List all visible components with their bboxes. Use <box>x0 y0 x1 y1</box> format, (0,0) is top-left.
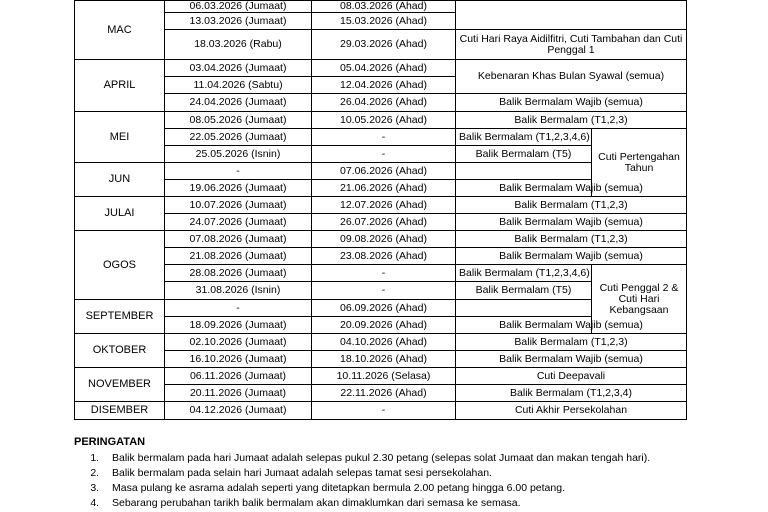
table-row <box>75 94 687 112</box>
month-cell: MEI <box>75 112 165 163</box>
note-cell: Balik Bermalam Wajib (semua) <box>456 214 687 231</box>
note-cell: Balik Bermalam (T5) <box>456 282 592 300</box>
start-date: 28.08.2026 (Jumaat) <box>165 265 312 282</box>
reminder-heading: PERINGATAN <box>74 436 146 448</box>
end-date: - <box>312 129 456 146</box>
note-cell: Balik Bermalam Wajib (semua) <box>456 248 687 265</box>
month-cell: JULAI <box>75 197 165 231</box>
note-cell: Balik Bermalam (T1,2,3,4) <box>456 385 687 402</box>
start-date: 25.05.2026 (Isnin) <box>165 146 312 163</box>
table-row <box>75 214 687 231</box>
table-row <box>75 180 687 197</box>
start-date: 18.03.2026 (Rabu) <box>165 30 312 60</box>
end-date: 18.10.2026 (Ahad) <box>312 351 456 368</box>
start-date: 08.05.2026 (Jumaat) <box>165 112 312 129</box>
month-cell: MAC <box>75 1 165 60</box>
note-cell: Cuti Akhir Persekolahan <box>456 402 687 420</box>
month-cell: JUN <box>75 163 165 197</box>
month-cell: DISEMBER <box>75 402 165 420</box>
start-date: 18.09.2026 (Jumaat) <box>165 317 312 334</box>
end-date: 29.03.2026 (Ahad) <box>312 30 456 60</box>
reminder-section <box>74 436 694 511</box>
start-date: 07.08.2026 (Jumaat) <box>165 231 312 248</box>
start-date: 20.11.2026 (Jumaat) <box>165 385 312 402</box>
end-date: 26.07.2026 (Ahad) <box>312 214 456 231</box>
start-date: 24.04.2026 (Jumaat) <box>165 94 312 112</box>
note-cell: Balik Bermalam (T1,2,3,4,6) <box>456 129 592 146</box>
table-row <box>75 1 687 13</box>
end-date: - <box>312 146 456 163</box>
start-date: 24.07.2026 (Jumaat) <box>165 214 312 231</box>
start-date: 31.08.2026 (Isnin) <box>165 282 312 300</box>
end-date: 09.08.2026 (Ahad) <box>312 231 456 248</box>
month-cell: OKTOBER <box>75 334 165 368</box>
end-date: 22.11.2026 (Ahad) <box>312 385 456 402</box>
end-date: - <box>312 282 456 300</box>
reminder-item: 4. Sebarang perubahan tarikh balik bermalam akan dimaklumkan dari semasa ke semasa. <box>102 496 694 511</box>
table-row <box>75 385 687 402</box>
reminder-item: 3. Masa pulang ke asrama adalah seperti yang ditetapkan bermula 2.00 petang hingga 6.00 petang. <box>102 481 694 496</box>
start-date: 06.11.2026 (Jumaat) <box>165 368 312 385</box>
end-date: 23.08.2026 (Ahad) <box>312 248 456 265</box>
reminder-item: 2. Balik bermalam pada selain hari Jumaat adalah selepas tamat sesi persekolahan. <box>102 466 694 481</box>
note-cell: Balik Bermalam Wajib (semua) <box>456 94 687 112</box>
note-cell: Balik Bermalam (T1,2,3) <box>456 231 687 248</box>
end-date: 08.03.2026 (Ahad) <box>312 1 456 13</box>
end-date: 12.04.2026 (Ahad) <box>312 77 456 94</box>
start-date: 10.07.2026 (Jumaat) <box>165 197 312 214</box>
note-cell: Balik Bermalam (T1,2,3) <box>456 197 687 214</box>
note-cell: Balik Bermalam Wajib (semua) <box>456 180 687 197</box>
note-cell: Balik Bermalam (T1,2,3) <box>456 112 687 129</box>
month-cell: NOVEMBER <box>75 368 165 402</box>
side-note-cell: Cuti Penggal 2 & Cuti Hari Kebangsaan <box>592 265 687 334</box>
note-cell: Balik Bermalam (T5) <box>456 146 592 163</box>
table-row <box>75 231 687 248</box>
table-row <box>75 334 687 351</box>
start-date: 13.03.2026 (Jumaat) <box>165 13 312 30</box>
start-date: 02.10.2026 (Jumaat) <box>165 334 312 351</box>
end-date: - <box>312 402 456 420</box>
note-cell: Balik Bermalam Wajib (semua) <box>456 317 687 334</box>
end-date: 15.03.2026 (Ahad) <box>312 13 456 30</box>
table-row <box>75 351 687 368</box>
start-date: 21.08.2026 (Jumaat) <box>165 248 312 265</box>
table-row <box>75 368 687 385</box>
start-date: 16.10.2026 (Jumaat) <box>165 351 312 368</box>
start-date: 22.05.2026 (Jumaat) <box>165 129 312 146</box>
start-date: 03.04.2026 (Jumaat) <box>165 60 312 77</box>
end-date: 12.07.2026 (Ahad) <box>312 197 456 214</box>
note-cell: Cuti Hari Raya Aidilfitri, Cuti Tambahan dan Cuti Penggal 1 <box>456 30 687 60</box>
start-date: 04.12.2026 (Jumaat) <box>165 402 312 420</box>
table-row <box>75 112 687 129</box>
note-cell: Balik Bermalam (T1,2,3,4,6) <box>456 265 592 282</box>
end-date: 06.09.2026 (Ahad) <box>312 300 456 317</box>
reminder-list <box>74 451 694 511</box>
end-date: 20.09.2026 (Ahad) <box>312 317 456 334</box>
table-row <box>75 248 687 265</box>
end-date: 26.04.2026 (Ahad) <box>312 94 456 112</box>
end-date: 10.11.2026 (Selasa) <box>312 368 456 385</box>
note-cell: Kebenaran Khas Bulan Syawal (semua) <box>456 60 687 94</box>
note-cell: Balik Bermalam (T1,2,3) <box>456 334 687 351</box>
month-cell: SEPTEMBER <box>75 300 165 334</box>
start-date: 11.04.2026 (Sabtu) <box>165 77 312 94</box>
start-date: - <box>165 300 312 317</box>
start-date: 19.06.2026 (Jumaat) <box>165 180 312 197</box>
schedule-table <box>74 0 687 420</box>
table-row <box>75 265 687 282</box>
note-cell: Cuti Deepavali <box>456 368 687 385</box>
reminder-item: 1. Balik bermalam pada hari Jumaat adalah selepas pukul 2.30 petang (selepas solat Jumaat dan makan tengah hari). <box>102 451 694 466</box>
end-date: 07.06.2026 (Ahad) <box>312 163 456 180</box>
end-date: 04.10.2026 (Ahad) <box>312 334 456 351</box>
note-cell <box>456 1 687 30</box>
start-date: 06.03.2026 (Jumaat) <box>165 1 312 13</box>
end-date: - <box>312 265 456 282</box>
table-row <box>75 317 687 334</box>
table-row <box>75 197 687 214</box>
table-row <box>75 60 687 77</box>
start-date: - <box>165 163 312 180</box>
note-cell <box>456 300 592 317</box>
month-cell: OGOS <box>75 231 165 300</box>
month-cell: APRIL <box>75 60 165 112</box>
end-date: 10.05.2026 (Ahad) <box>312 112 456 129</box>
end-date: 05.04.2026 (Ahad) <box>312 60 456 77</box>
side-note-cell: Cuti Pertengahan Tahun <box>592 129 687 197</box>
note-cell: Balik Bermalam Wajib (semua) <box>456 351 687 368</box>
end-date: 21.06.2026 (Ahad) <box>312 180 456 197</box>
table-row <box>75 30 687 60</box>
table-row <box>75 129 687 146</box>
table-row <box>75 402 687 420</box>
note-cell <box>456 163 592 180</box>
